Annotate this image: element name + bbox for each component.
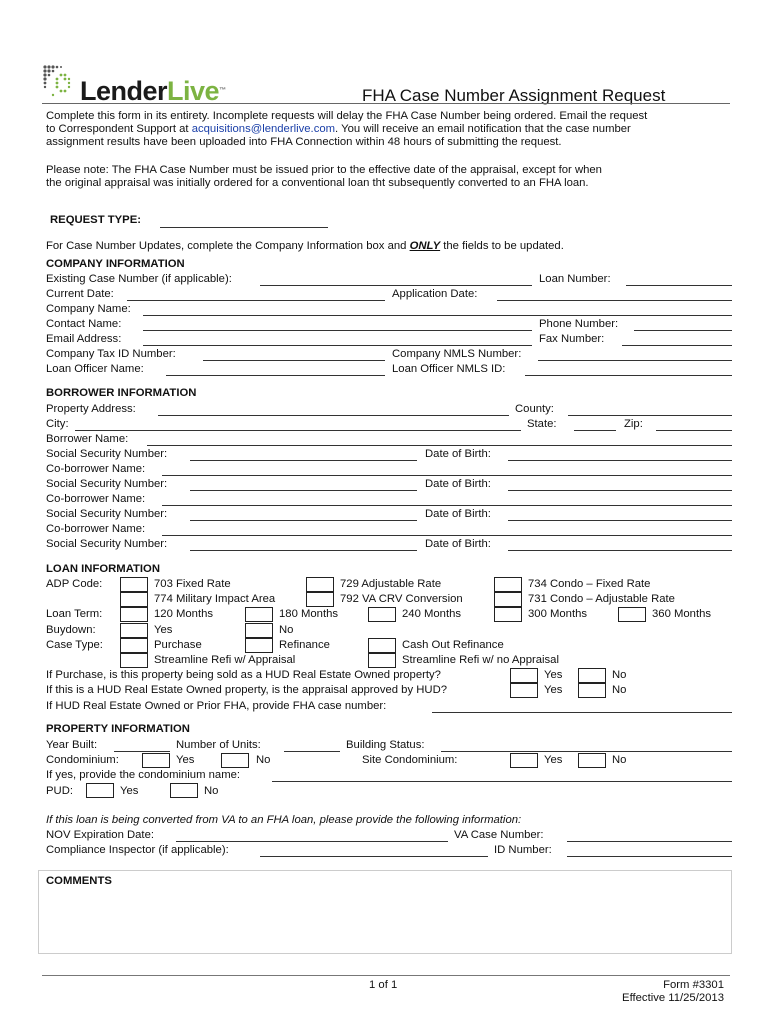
lo-nmls-field[interactable]: [525, 375, 732, 376]
inspector-label: Compliance Inspector (if applicable):: [46, 844, 229, 856]
comments-box[interactable]: [38, 870, 732, 954]
borrower-name-field[interactable]: [147, 445, 732, 446]
borrower-dob-label: Date of Birth:: [425, 448, 491, 460]
streamline-appraisal-label: Streamline Refi w/ Appraisal: [154, 654, 296, 666]
hud-sold-yes-label: Yes: [544, 669, 563, 681]
company-name-field[interactable]: [143, 315, 732, 316]
loan-number-label: Loan Number:: [539, 273, 611, 285]
borrower-ssn-label: Social Security Number:: [46, 448, 168, 460]
intro-line-2-pre: to Correspondent Support at: [46, 123, 192, 135]
loan-heading: LOAN INFORMATION: [46, 563, 161, 575]
id-number-field[interactable]: [567, 856, 732, 857]
pud-yes-checkbox[interactable]: [86, 783, 114, 798]
refinance-checkbox[interactable]: [245, 638, 273, 653]
condo-name-field[interactable]: [272, 781, 732, 782]
coborrower-3-name-field[interactable]: [162, 535, 732, 536]
pud-no-checkbox[interactable]: [170, 783, 198, 798]
adp-703-checkbox[interactable]: [120, 577, 148, 592]
condo-yes-checkbox[interactable]: [142, 753, 170, 768]
hud-approved-no-label: No: [612, 684, 627, 696]
hud-approved-no-checkbox[interactable]: [578, 683, 606, 698]
borrower-ssn-field[interactable]: [190, 460, 417, 461]
pud-yes-label: Yes: [120, 785, 139, 797]
purchase-checkbox[interactable]: [120, 638, 148, 653]
current-date-field[interactable]: [127, 300, 385, 301]
company-nmls-field[interactable]: [538, 360, 732, 361]
building-status-label: Building Status:: [346, 739, 425, 751]
lo-nmls-label: Loan Officer NMLS ID:: [392, 363, 506, 375]
adp-731-label: 731 Condo – Adjustable Rate: [528, 593, 675, 605]
prior-fha-question: If HUD Real Estate Owned or Prior FHA, provide FHA case number:: [46, 700, 387, 712]
adp-703-label: 703 Fixed Rate: [154, 578, 231, 590]
adp-734-checkbox[interactable]: [494, 577, 522, 592]
email-address-label: Email Address:: [46, 333, 122, 345]
existing-case-label: Existing Case Number (if applicable):: [46, 273, 232, 285]
borrower-name-label: Borrower Name:: [46, 433, 129, 445]
contact-name-field[interactable]: [143, 330, 532, 331]
term-240-label: 240 Months: [402, 608, 462, 620]
coborrower-3-name-label: Co-borrower Name:: [46, 523, 146, 535]
va-conversion-intro: If this loan is being converted from VA to an FHA loan, please provide the following information:: [46, 814, 522, 826]
comments-label: COMMENTS: [46, 875, 112, 887]
year-built-field[interactable]: [114, 751, 170, 752]
request-type-label: REQUEST TYPE:: [50, 214, 142, 226]
units-label: Number of Units:: [176, 739, 261, 751]
intro-line-2-post: . You will receive an email notification that the case number: [335, 123, 631, 135]
intro-line-1: Complete this form in its entirety. Incomplete requests will delay the FHA Case Number being ordered. Email the request: [46, 110, 648, 122]
contact-name-label: Contact Name:: [46, 318, 122, 330]
adp-792-label: 792 VA CRV Conversion: [340, 593, 463, 605]
coborrower-3-dob-field[interactable]: [508, 550, 732, 551]
property-heading: PROPERTY INFORMATION: [46, 723, 190, 735]
intro-line-2: [46, 123, 631, 136]
email-address-field[interactable]: [143, 345, 532, 346]
loan-officer-field[interactable]: [166, 375, 385, 376]
adp-729-label: 729 Adjustable Rate: [340, 578, 442, 590]
existing-case-field[interactable]: [260, 285, 532, 286]
case-type-label: Case Type:: [46, 639, 103, 651]
hud-approved-yes-label: Yes: [544, 684, 563, 696]
refinance-label: Refinance: [279, 639, 330, 651]
condo-yes-label: Yes: [176, 754, 195, 766]
updates-note: [46, 240, 564, 253]
term-360-label: 360 Months: [652, 608, 712, 620]
term-120-label: 120 Months: [154, 608, 214, 620]
hud-approved-question: If this is a HUD Real Estate Owned property, is the appraisal approved by HUD?: [46, 684, 448, 696]
coborrower-1-ssn-field[interactable]: [190, 490, 417, 491]
buydown-yes-label: Yes: [154, 624, 173, 636]
updates-note-only: ONLY: [409, 240, 441, 252]
intro-line-3: assignment results have been uploaded into FHA Connection within 48 hours of submitting the request.: [46, 136, 562, 148]
purchase-label: Purchase: [154, 639, 202, 651]
va-case-label: VA Case Number:: [454, 829, 544, 841]
inspector-field[interactable]: [260, 856, 488, 857]
city-label: City:: [46, 418, 69, 430]
cash-out-label: Cash Out Refinance: [402, 639, 504, 651]
streamline-no-appraisal-checkbox[interactable]: [368, 653, 396, 668]
condo-no-checkbox[interactable]: [221, 753, 249, 768]
buydown-yes-checkbox[interactable]: [120, 623, 148, 638]
page-number: 1 of 1: [369, 979, 398, 991]
cash-out-checkbox[interactable]: [368, 638, 396, 653]
coborrower-2-dob-field[interactable]: [508, 520, 732, 521]
streamline-appraisal-checkbox[interactable]: [120, 653, 148, 668]
coborrower-2-ssn-label: Social Security Number:: [46, 508, 168, 520]
company-nmls-label: Company NMLS Number:: [392, 348, 522, 360]
term-360-checkbox[interactable]: [618, 607, 646, 622]
adp-792-checkbox[interactable]: [306, 592, 334, 607]
buydown-label: Buydown:: [46, 624, 96, 636]
condo-no-label: No: [256, 754, 271, 766]
coborrower-3-ssn-field[interactable]: [190, 550, 417, 551]
logo: [42, 64, 272, 104]
condo-name-label: If yes, provide the condominium name:: [46, 769, 241, 781]
term-120-checkbox[interactable]: [120, 607, 148, 622]
updates-note-pre: For Case Number Updates, complete the Company Information box and: [46, 240, 410, 252]
coborrower-3-dob-label: Date of Birth:: [425, 538, 491, 550]
condominium-label: Condominium:: [46, 754, 119, 766]
units-field[interactable]: [284, 751, 340, 752]
county-label: County:: [515, 403, 554, 415]
site-condo-yes-label: Yes: [544, 754, 563, 766]
coborrower-1-dob-label: Date of Birth:: [425, 478, 491, 490]
coborrower-1-name-field[interactable]: [162, 475, 732, 476]
adp-code-label: ADP Code:: [46, 578, 103, 590]
adp-729-checkbox[interactable]: [306, 577, 334, 592]
effective-date: Effective 11/25/2013: [622, 992, 724, 1004]
site-condo-no-label: No: [612, 754, 627, 766]
company-name-label: Company Name:: [46, 303, 131, 315]
buydown-no-checkbox[interactable]: [245, 623, 273, 638]
request-type-field[interactable]: [160, 227, 328, 228]
adp-734-label: 734 Condo – Fixed Rate: [528, 578, 651, 590]
tax-id-field[interactable]: [203, 360, 385, 361]
hud-sold-no-label: No: [612, 669, 627, 681]
coborrower-1-dob-field[interactable]: [508, 490, 732, 491]
streamline-no-appraisal-label: Streamline Refi w/ no Appraisal: [402, 654, 559, 666]
pud-no-label: No: [204, 785, 219, 797]
term-300-checkbox[interactable]: [494, 607, 522, 622]
hud-sold-no-checkbox[interactable]: [578, 668, 606, 683]
current-date-label: Current Date:: [46, 288, 114, 300]
city-field[interactable]: [75, 430, 521, 431]
nov-expiration-field[interactable]: [176, 841, 448, 842]
site-condo-label: Site Condominium:: [362, 754, 458, 766]
company-heading: COMPANY INFORMATION: [46, 258, 185, 270]
nov-expiration-label: NOV Expiration Date:: [46, 829, 154, 841]
phone-number-label: Phone Number:: [539, 318, 619, 330]
phone-number-field[interactable]: [634, 330, 732, 331]
state-field[interactable]: [574, 430, 616, 431]
loan-officer-label: Loan Officer Name:: [46, 363, 144, 375]
building-status-field[interactable]: [441, 751, 732, 752]
application-date-label: Application Date:: [392, 288, 478, 300]
adp-731-checkbox[interactable]: [494, 592, 522, 607]
coborrower-2-ssn-field[interactable]: [190, 520, 417, 521]
term-180-label: 180 Months: [279, 608, 339, 620]
site-condo-no-checkbox[interactable]: [578, 753, 606, 768]
header-rule: [42, 103, 730, 104]
property-address-field[interactable]: [158, 415, 509, 416]
coborrower-2-name-field[interactable]: [162, 505, 732, 506]
application-date-field[interactable]: [497, 300, 732, 301]
form-title: FHA Case Number Assignment Request: [362, 86, 666, 105]
updates-note-post: the fields to be updated.: [440, 240, 564, 252]
term-240-checkbox[interactable]: [368, 607, 396, 622]
fax-number-label: Fax Number:: [539, 333, 605, 345]
zip-field[interactable]: [656, 430, 732, 431]
coborrower-2-dob-label: Date of Birth:: [425, 508, 491, 520]
adp-774-checkbox[interactable]: [120, 592, 148, 607]
borrower-heading: BORROWER INFORMATION: [46, 387, 197, 399]
brand-name: LenderLive™: [80, 76, 226, 106]
buydown-no-label: No: [279, 624, 294, 636]
support-email-link[interactable]: acquisitions@lenderlive.com: [191, 123, 336, 135]
id-number-label: ID Number:: [494, 844, 552, 856]
note-line-1: Please note: The FHA Case Number must be issued prior to the effective date of the appraisal, except for when: [46, 164, 602, 176]
zip-label: Zip:: [624, 418, 643, 430]
pud-label: PUD:: [46, 785, 73, 797]
term-180-checkbox[interactable]: [245, 607, 273, 622]
site-condo-yes-checkbox[interactable]: [510, 753, 538, 768]
form-number: Form #3301: [663, 979, 724, 991]
term-300-label: 300 Months: [528, 608, 588, 620]
fax-number-field[interactable]: [622, 345, 732, 346]
year-built-label: Year Built:: [46, 739, 98, 751]
property-address-label: Property Address:: [46, 403, 136, 415]
loan-term-label: Loan Term:: [46, 608, 103, 620]
borrower-dob-field[interactable]: [508, 460, 732, 461]
footer-rule: [42, 975, 730, 976]
tax-id-label: Company Tax ID Number:: [46, 348, 176, 360]
coborrower-1-name-label: Co-borrower Name:: [46, 463, 146, 475]
state-label: State:: [527, 418, 557, 430]
coborrower-2-name-label: Co-borrower Name:: [46, 493, 146, 505]
hud-sold-yes-checkbox[interactable]: [510, 668, 538, 683]
note-line-2: the original appraisal was initially ordered for a conventional loan tht subsequently converted to an FHA loan.: [46, 177, 589, 189]
county-field[interactable]: [568, 415, 732, 416]
hud-approved-yes-checkbox[interactable]: [510, 683, 538, 698]
lenderlive-logo-mark-icon: [42, 64, 76, 100]
coborrower-3-ssn-label: Social Security Number:: [46, 538, 168, 550]
adp-774-label: 774 Military Impact Area: [154, 593, 276, 605]
va-case-field[interactable]: [567, 841, 732, 842]
loan-number-field[interactable]: [626, 285, 732, 286]
prior-fha-case-field[interactable]: [432, 712, 732, 713]
hud-sold-question: If Purchase, is this property being sold as a HUD Real Estate Owned property?: [46, 669, 441, 681]
coborrower-1-ssn-label: Social Security Number:: [46, 478, 168, 490]
